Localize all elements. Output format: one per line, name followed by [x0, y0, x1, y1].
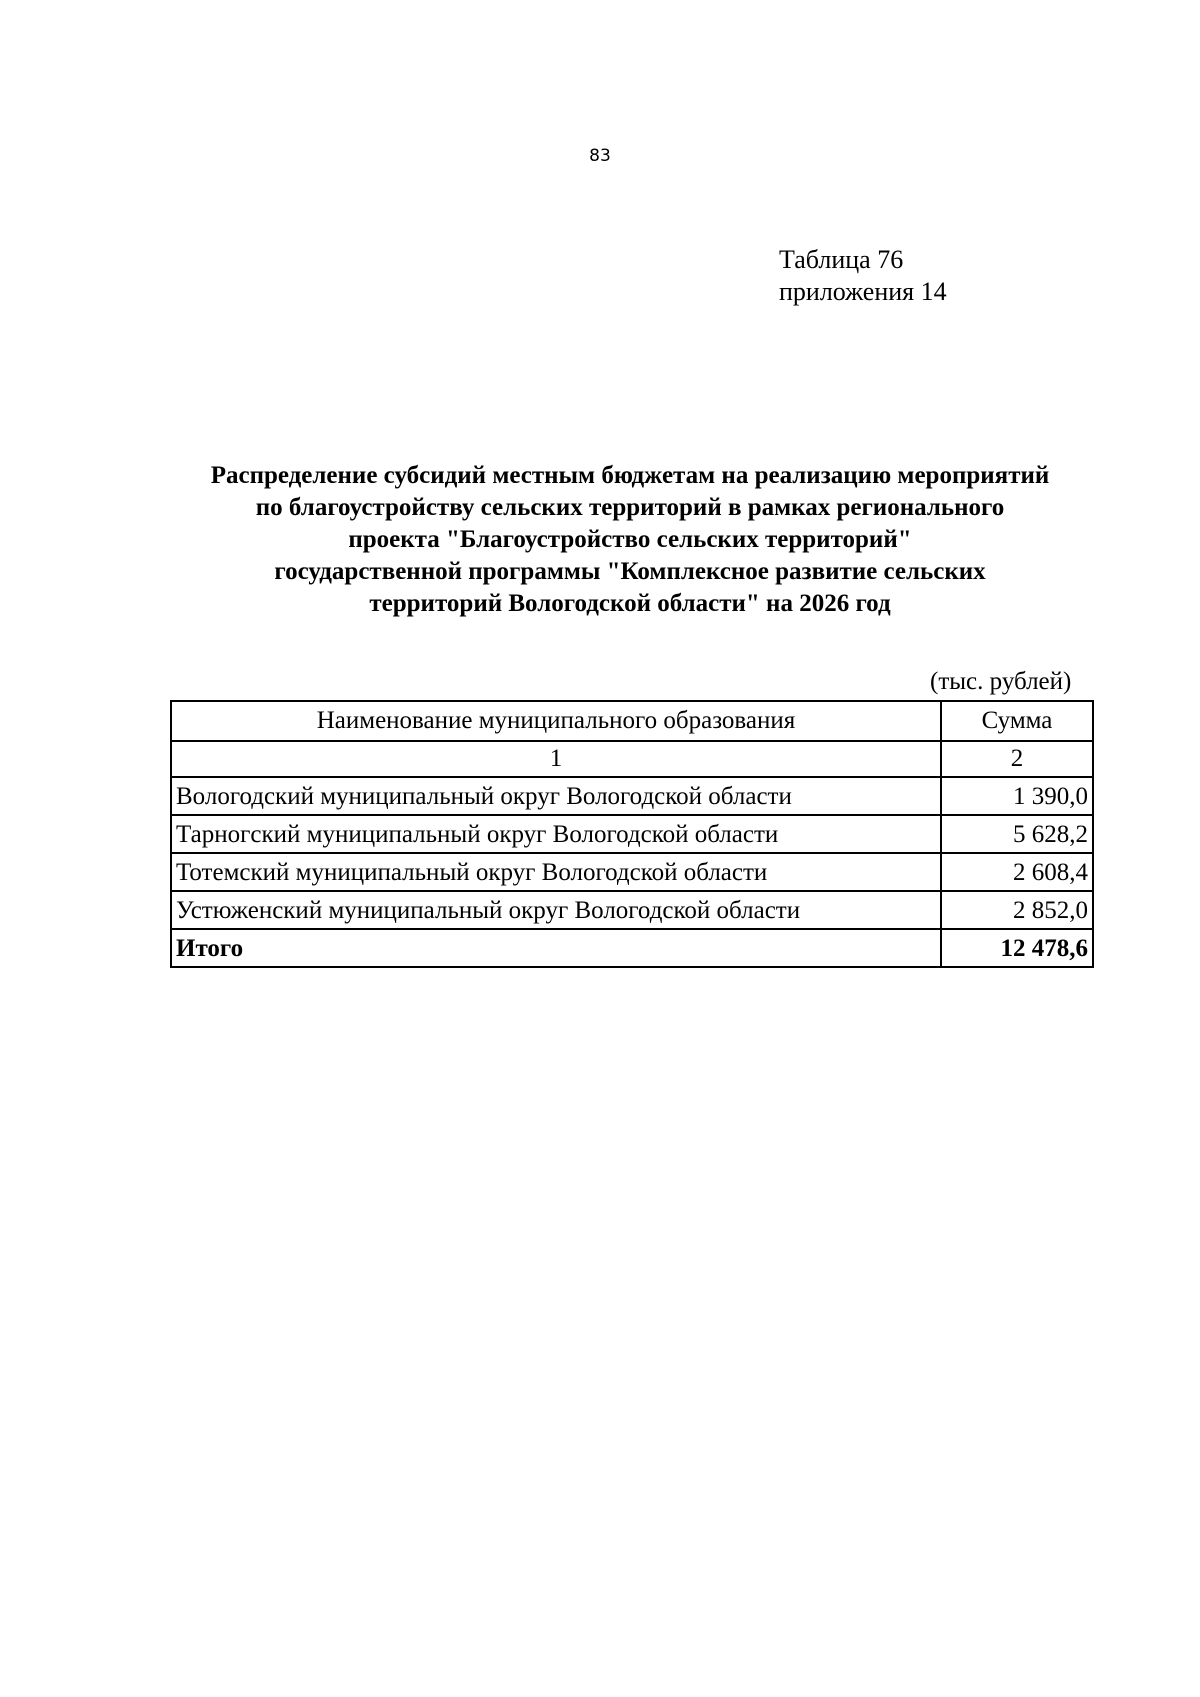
row-name: Вологодский муниципальный округ Вологодской области — [171, 777, 941, 815]
row-name: Тарногский муниципальный округ Вологодской области — [171, 815, 941, 853]
table-ref-line-2: приложения 14 — [779, 277, 947, 306]
title-line-5: территорий Вологодской области" на 2026 год — [369, 590, 891, 617]
header-amount: Сумма — [941, 701, 1093, 741]
row-amount: 2 608,4 — [941, 853, 1093, 891]
total-amount: 12 478,6 — [941, 929, 1093, 967]
table-reference — [779, 244, 947, 308]
title-line-2: по благоустройству сельских территорий в рамках регионального — [255, 494, 1005, 521]
column-number-2: 2 — [941, 741, 1093, 777]
row-name: Тотемский муниципальный округ Вологодской области — [171, 853, 941, 891]
column-number-row — [171, 741, 1093, 777]
column-number-1: 1 — [171, 741, 941, 777]
row-name: Устюженский муниципальный округ Вологодской области — [171, 891, 941, 929]
header-name: Наименование муниципального образования — [171, 701, 941, 741]
table-row — [171, 891, 1093, 929]
row-amount: 2 852,0 — [941, 891, 1093, 929]
page-number: 83 — [589, 146, 611, 166]
subsidy-table — [170, 700, 1094, 968]
row-amount: 5 628,2 — [941, 815, 1093, 853]
title-line-1: Распределение субсидий местным бюджетам на реализацию мероприятий — [210, 462, 1050, 489]
total-label: Итого — [171, 929, 941, 967]
total-row — [171, 929, 1093, 967]
units-label: (тыс. рублей) — [930, 668, 1072, 695]
title-line-3: проекта "Благоустройство сельских территорий" — [348, 526, 912, 553]
row-amount: 1 390,0 — [941, 777, 1093, 815]
table-row — [171, 853, 1093, 891]
table-row — [171, 777, 1093, 815]
title-line-4: государственной программы "Комплексное развитие сельских — [274, 558, 986, 585]
table-ref-line-1: Таблица 76 — [779, 245, 904, 274]
table-header-row — [171, 701, 1093, 741]
table-row — [171, 815, 1093, 853]
document-title — [160, 460, 1100, 620]
